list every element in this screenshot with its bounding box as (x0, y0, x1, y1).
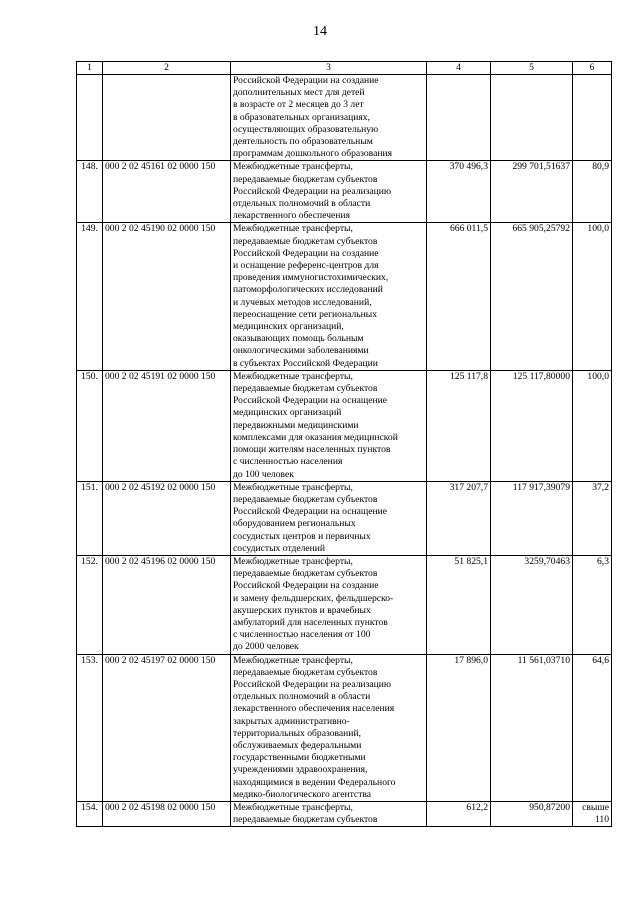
planned-amount: 666 011,5 (427, 223, 491, 370)
budget-table (76, 61, 612, 827)
actual-amount (491, 75, 573, 161)
budget-code: 000 2 02 45190 02 0000 150 (103, 223, 231, 370)
description: Межбюджетные трансферты, передаваемые бюджетам субъектов Российской Федерации на реализацию отдельных полномочий в области лекарственного обеспечения населения закрытых административно- территориальных образований, обслуживаемых федеральными государственными бюджетными учреждениями здравоохранения, находящимися в ведении Федерального медико-биологического агентства (231, 654, 427, 801)
actual-amount: 3259,70463 (491, 555, 573, 654)
percent-executed: 100,0 (573, 370, 612, 481)
column-header: 6 (573, 62, 612, 75)
row-number: 153. (77, 654, 103, 801)
table-row (77, 481, 612, 555)
table-row (77, 654, 612, 801)
description: Российской Федерации на создание дополнительных мест для детей в возрасте от 2 месяцев до 3 лет в образовательных организациях, осуществляющих образовательную деятельность по образовательным программам дошкольного образования (231, 75, 427, 161)
budget-code: 000 2 02 45198 02 0000 150 (103, 801, 231, 826)
column-header: 5 (491, 62, 573, 75)
table-row (77, 223, 612, 370)
table-row (77, 801, 612, 826)
budget-code: 000 2 02 45197 02 0000 150 (103, 654, 231, 801)
planned-amount (427, 75, 491, 161)
budget-code (103, 75, 231, 161)
row-number: 149. (77, 223, 103, 370)
table-row (77, 555, 612, 654)
planned-amount: 370 496,3 (427, 161, 491, 223)
planned-amount: 612,2 (427, 801, 491, 826)
budget-code: 000 2 02 45192 02 0000 150 (103, 481, 231, 555)
budget-code: 000 2 02 45191 02 0000 150 (103, 370, 231, 481)
table-row (77, 161, 612, 223)
row-number: 148. (77, 161, 103, 223)
percent-executed: 37,2 (573, 481, 612, 555)
actual-amount: 665 905,25792 (491, 223, 573, 370)
actual-amount: 117 917,39079 (491, 481, 573, 555)
description: Межбюджетные трансферты, передаваемые бюджетам субъектов Российской Федерации на оснащение оборудованием региональных сосудистых центров и первичных сосудистых отделений (231, 481, 427, 555)
budget-code: 000 2 02 45161 02 0000 150 (103, 161, 231, 223)
percent-executed: 6,3 (573, 555, 612, 654)
description: Межбюджетные трансферты, передаваемые бюджетам субъектов Российской Федерации на оснащение медицинских организаций передвижными медицинскими комплексами для оказания медицинской помощи жителям населенных пунктов с численностью населения до 100 человек (231, 370, 427, 481)
description: Межбюджетные трансферты, передаваемые бюджетам субъектов Российской Федерации на создание и замену фельдшерских, фельдшерско- акушерских пунктов и врачебных амбулаторий для населенных пунктов с численностью населения от 100 до 2000 человек (231, 555, 427, 654)
planned-amount: 51 825,1 (427, 555, 491, 654)
row-number: 152. (77, 555, 103, 654)
column-header: 1 (77, 62, 103, 75)
actual-amount: 950,87200 (491, 801, 573, 826)
planned-amount: 317 207,7 (427, 481, 491, 555)
actual-amount: 125 117,80000 (491, 370, 573, 481)
percent-executed: 64,6 (573, 654, 612, 801)
table-row (77, 75, 612, 161)
row-number (77, 75, 103, 161)
planned-amount: 125 117,8 (427, 370, 491, 481)
column-header: 2 (103, 62, 231, 75)
actual-amount: 299 701,51637 (491, 161, 573, 223)
row-number: 150. (77, 370, 103, 481)
percent-executed: 100,0 (573, 223, 612, 370)
description: Межбюджетные трансферты, передаваемые бюджетам субъектов Российской Федерации на создание и оснащение референс-центров для проведения иммуногистохимических, патоморфологических исследований и лучевых методов исследований, переоснащение сети региональных медицинских организаций, оказывающих помощь больным онкологическими заболеваниями в субъектах Российской Федерации (231, 223, 427, 370)
percent-executed: 80,9 (573, 161, 612, 223)
column-number-row (77, 62, 612, 75)
percent-executed (573, 75, 612, 161)
budget-code: 000 2 02 45196 02 0000 150 (103, 555, 231, 654)
description: Межбюджетные трансферты, передаваемые бюджетам субъектов Российской Федерации на реализацию отдельных полномочий в области лекарственного обеспечения (231, 161, 427, 223)
column-header: 3 (231, 62, 427, 75)
row-number: 154. (77, 801, 103, 826)
column-header: 4 (427, 62, 491, 75)
description: Межбюджетные трансферты, передаваемые бюджетам субъектов (231, 801, 427, 826)
planned-amount: 17 896,0 (427, 654, 491, 801)
table-row (77, 370, 612, 481)
row-number: 151. (77, 481, 103, 555)
page-number: 14 (313, 24, 327, 39)
percent-executed: свыше 110 (573, 801, 612, 826)
actual-amount: 11 561,03710 (491, 654, 573, 801)
